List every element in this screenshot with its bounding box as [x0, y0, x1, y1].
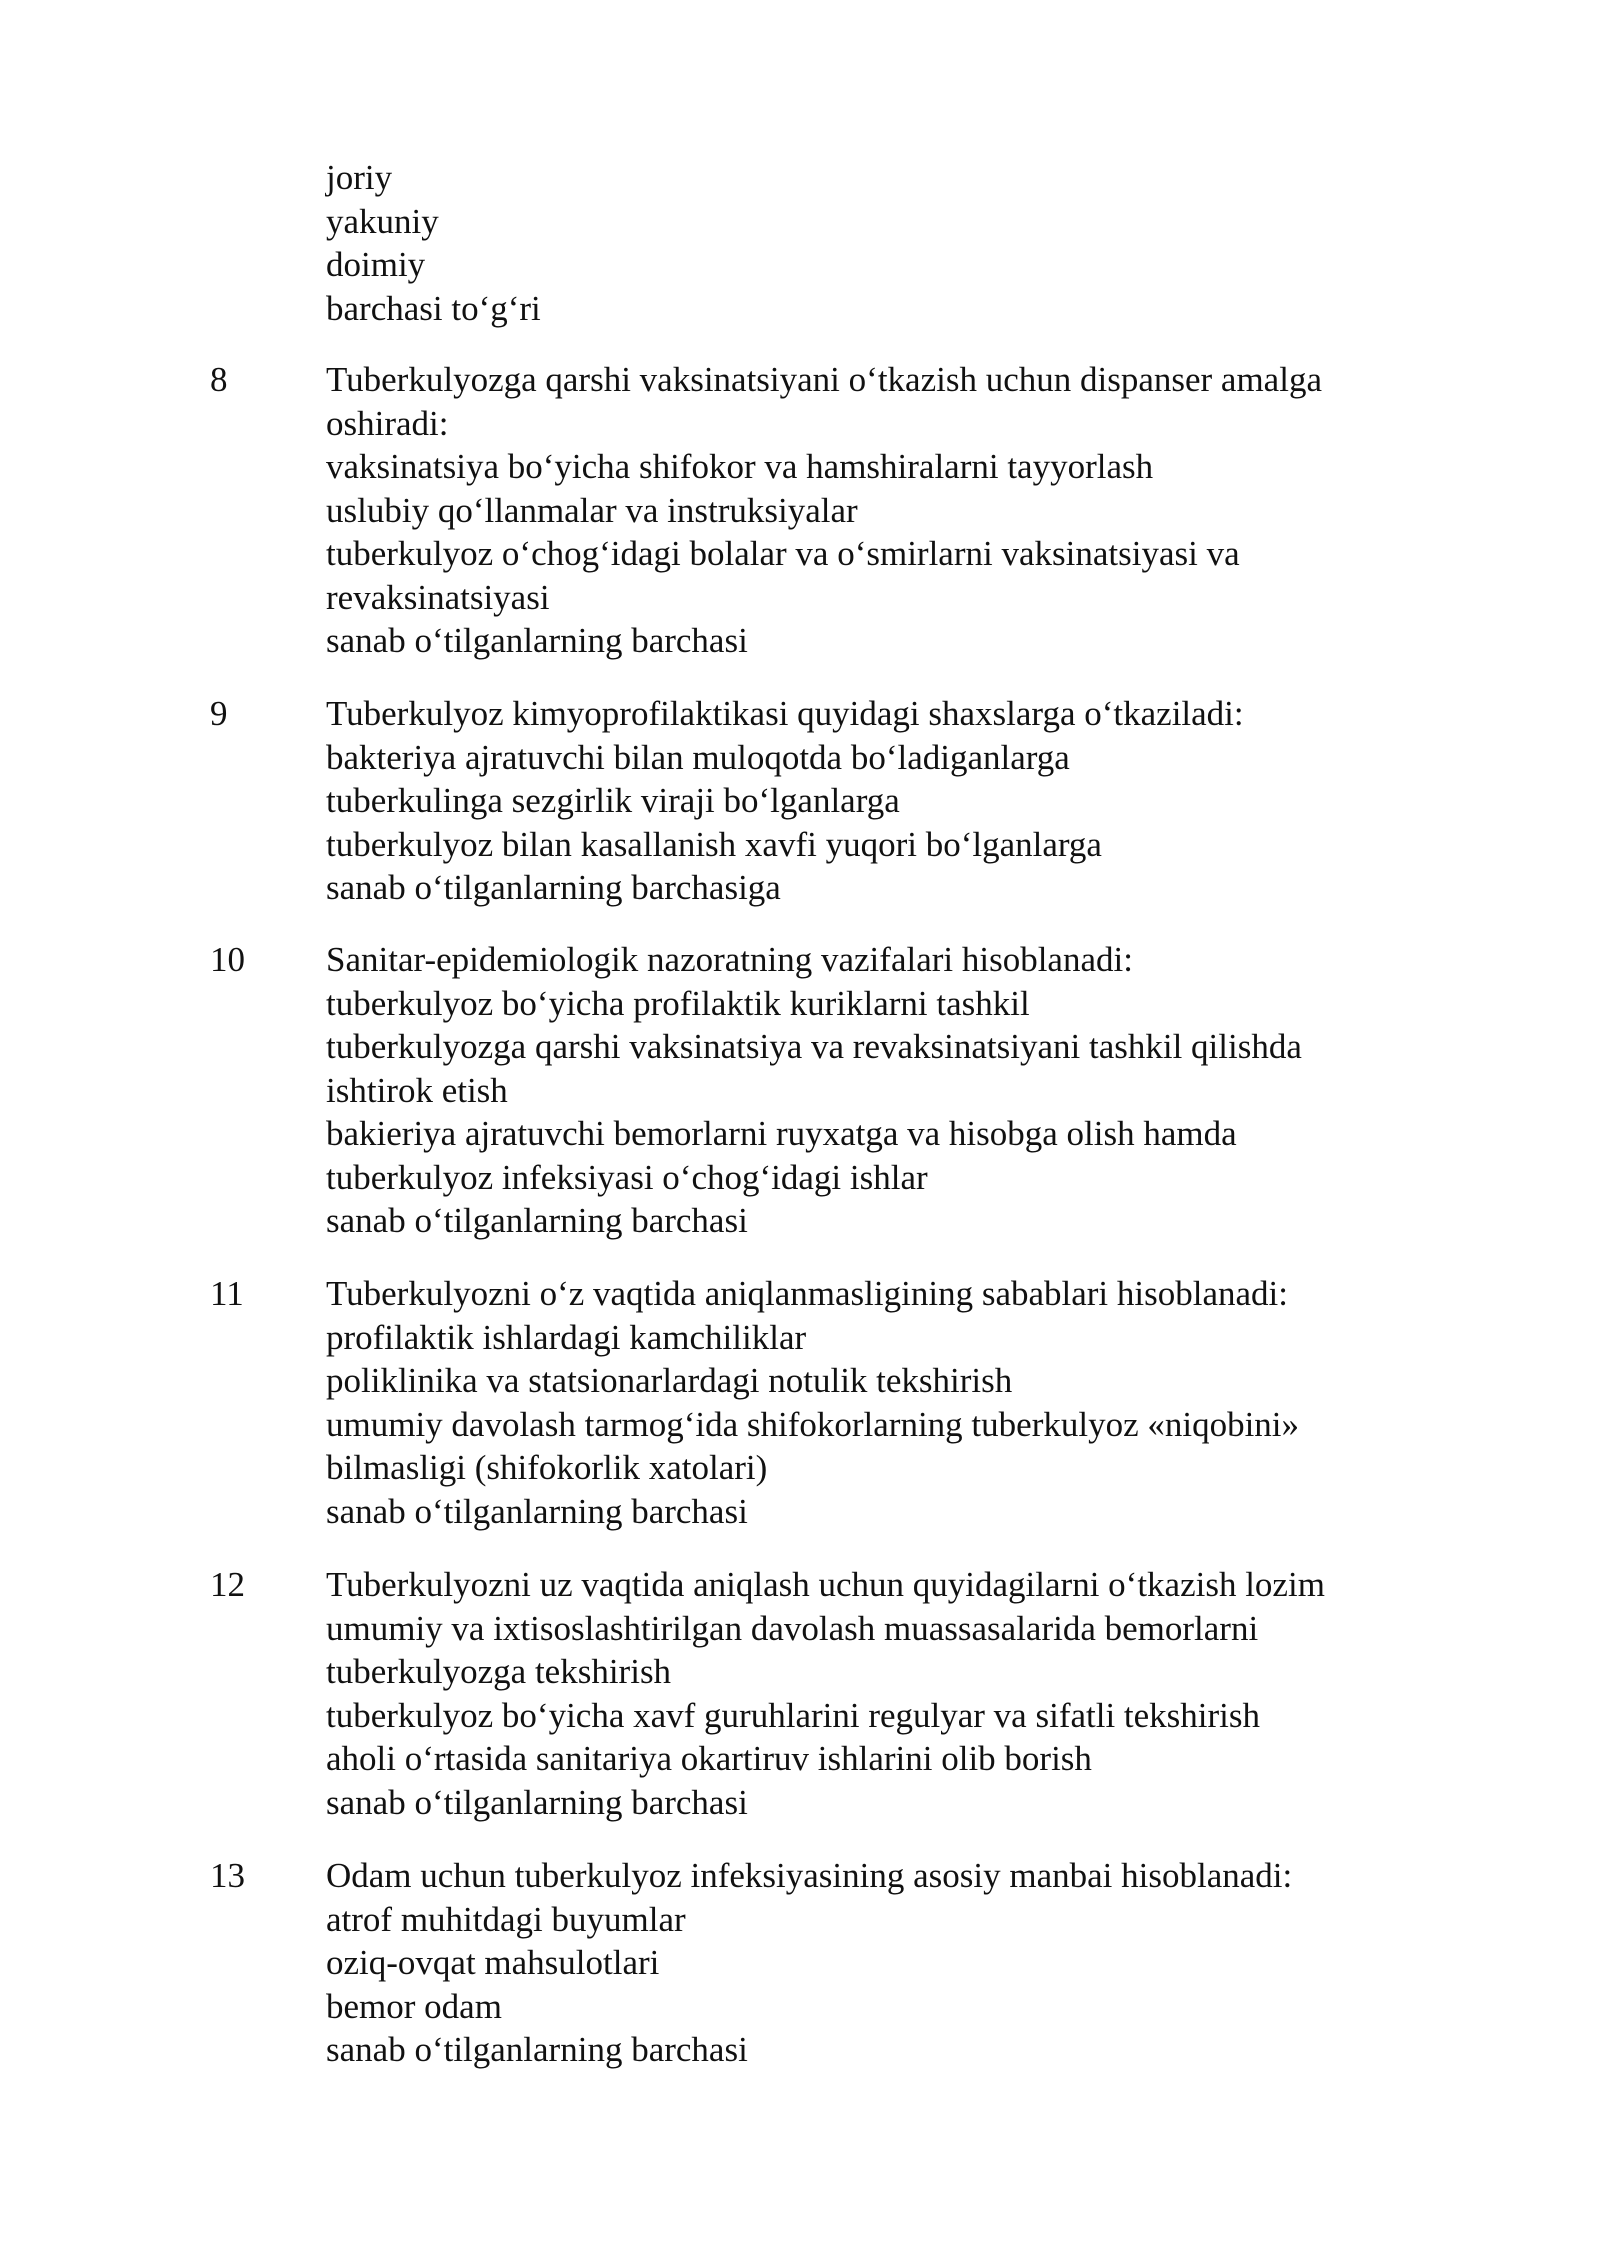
answer-option: sanab o‘tilganlarning barchasi [326, 1491, 748, 1531]
question-number: 13 [210, 1856, 245, 1895]
answer-option: bemor odam [326, 1986, 502, 2026]
answer-option: tuberkulyoz bo‘yicha profilaktik kuriklarni tashkil [326, 983, 1030, 1023]
question-text: Tuberkulyozni o‘z vaqtida aniqlanmasligining sabablari hisoblanadi: [326, 1274, 1288, 1313]
answer-option: profilaktik ishlardagi kamchiliklar [326, 1317, 807, 1357]
answer-option: sanab o‘tilganlarning barchasi [326, 1201, 748, 1240]
answer-option: tuberkulinga sezgirlik viraji bo‘lganlarga [326, 781, 900, 820]
question-body [326, 938, 1466, 1243]
answer-option: bakieriya ajratuvchi bemorlarni ruyxatga va hisobga olish hamda [326, 1114, 1237, 1153]
option-line: joriy [326, 158, 393, 197]
answer-option: vaksinatsiya bo‘yicha shifokor va hamshiralarni tayyorlash [326, 447, 1154, 486]
answer-option: tuberkulyoz bo‘yicha xavf guruhlarini regulyar va sifatli tekshirish [326, 1695, 1261, 1735]
answer-option: tuberkulyozga qarshi vaksinatsiya va revaksinatsiyani tashkil qilishda [326, 1027, 1302, 1066]
question-text: Tuberkulyoz kimyoprofilaktikasi quyidagi shaxslarga o‘tkaziladi: [326, 694, 1244, 733]
answer-option: oziq-ovqat mahsulotlari [326, 1943, 660, 1982]
answer-option: poliklinika va statsionarlardagi notulik tekshirish [326, 1361, 1013, 1400]
answer-option: tuberkulyoz bilan kasallanish xavfi yuqori bo‘lganlarga [326, 824, 1102, 864]
question-text: Tuberkulyozni uz vaqtida aniqlash uchun quyidagilarni o‘tkazish lozim [326, 1565, 1325, 1604]
answer-option: ishtirok etish [326, 1070, 508, 1110]
question-number: 12 [210, 1565, 245, 1604]
answer-option: tuberkulyoz o‘chog‘idagi bolalar va o‘smirlarni vaksinatsiyasi va [326, 534, 1240, 573]
option-line: yakuniy [326, 201, 439, 241]
question-text: oshiradi: [326, 403, 449, 443]
option-line: barchasi to‘g‘ri [326, 288, 541, 328]
question-body [326, 692, 1466, 910]
question-number: 9 [210, 694, 228, 733]
question-number: 8 [210, 360, 228, 399]
answer-option: sanab o‘tilganlarning barchasiga [326, 868, 781, 907]
question-body [326, 1854, 1466, 2072]
answer-option: umumiy davolash tarmog‘ida shifokorlarning tuberkulyoz «niqobini» [326, 1404, 1300, 1444]
question-body [326, 1563, 1466, 1824]
answer-option: atrof muhitdagi buyumlar [326, 1899, 686, 1939]
answer-option: sanab o‘tilganlarning barchasi [326, 1782, 748, 1822]
question-body [326, 358, 1466, 663]
answer-option: tuberkulyozga tekshirish [326, 1652, 672, 1691]
answer-option: revaksinatsiyasi [326, 577, 550, 617]
question-body [326, 1272, 1466, 1533]
answer-option: sanab o‘tilganlarning barchasi [326, 2030, 748, 2069]
question-text: Odam uchun tuberkulyoz infeksiyasining asosiy manbai hisoblanadi: [326, 1856, 1293, 1895]
continued-options [326, 156, 1466, 330]
answer-option: bakteriya ajratuvchi bilan muloqotda bo‘ladiganlarga [326, 737, 1070, 777]
answer-option: umumiy va ixtisoslashtirilgan davolash muassasalarida bemorlarni [326, 1608, 1259, 1648]
question-number: 10 [210, 940, 245, 979]
option-line: doimiy [326, 245, 426, 284]
answer-option: aholi o‘rtasida sanitariya okartiruv ishlarini olib borish [326, 1739, 1092, 1778]
answer-option: uslubiy qo‘llanmalar va instruksiyalar [326, 490, 858, 530]
question-text: Tuberkulyozga qarshi vaksinatsiyani o‘tkazish uchun dispanser amalga [326, 360, 1322, 399]
answer-option: sanab o‘tilganlarning barchasi [326, 621, 748, 660]
answer-option: bilmasligi (shifokorlik xatolari) [326, 1448, 768, 1487]
answer-option: tuberkulyoz infeksiyasi o‘chog‘idagi ishlar [326, 1157, 928, 1197]
question-text: Sanitar-epidemiologik nazoratning vazifalari hisoblanadi: [326, 940, 1133, 979]
question-number: 11 [210, 1274, 244, 1313]
